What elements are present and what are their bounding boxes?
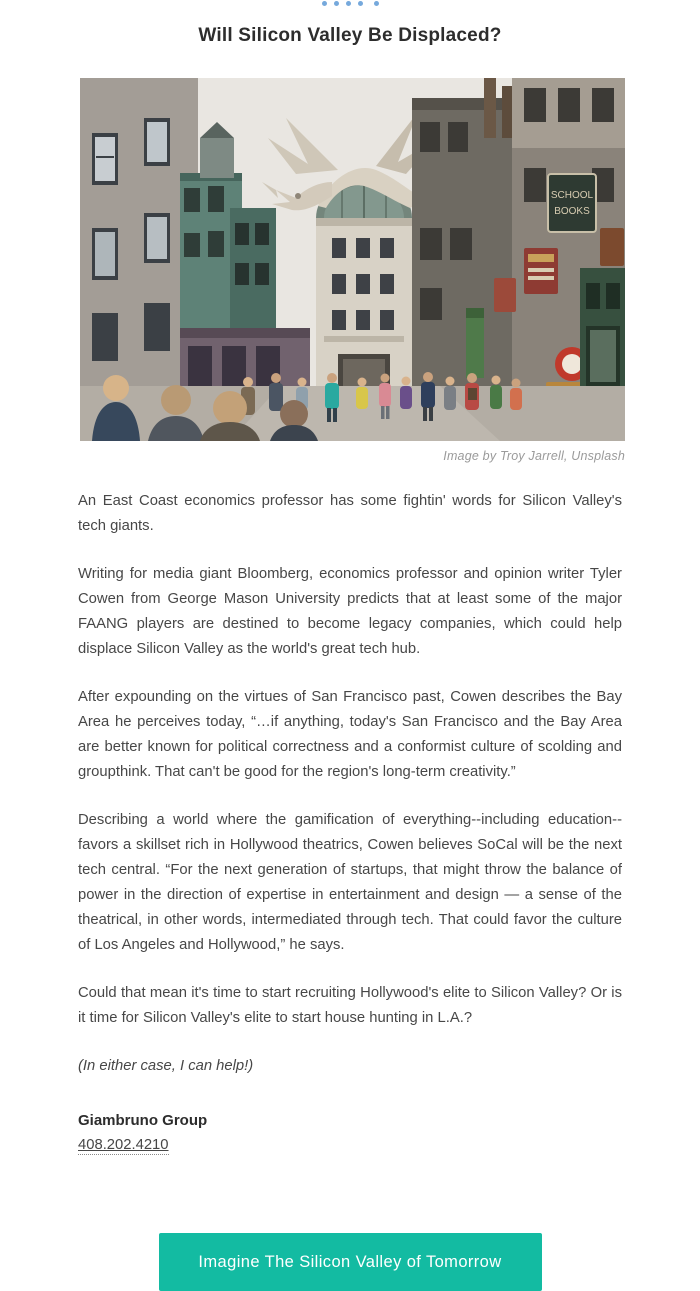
article-body — [78, 489, 622, 1079]
image-credit: Image by Troy Jarrell, Unsplash — [443, 449, 625, 463]
aside-note: (In either case, I can help!) — [78, 1058, 254, 1074]
paragraph: Describing a world where the gamification of everything--including education--favors a skillset rich in Hollywood theatrics, Cowen believes SoCal will be the next tech central. “For the next generation of startups, that might throw the balance of power in the direction of expertise in entertainment and design — a sense of the theatrical, in other words, intermediated through tech. That could favor the culture of Los Angeles and Hollywood,” he says. — [78, 812, 622, 953]
paragraph: Could that mean it's time to start recruiting Hollywood's elite to Silicon Valley? Or is it time for Silicon Valley's elite to start house hunting in L.A.? — [78, 985, 622, 1026]
paragraph: An East Coast economics professor has some fightin' words for Silicon Valley's tech giants. — [78, 493, 622, 534]
logo-dot — [346, 1, 351, 6]
signature-block — [78, 1109, 622, 1155]
hero-photo-illustration — [80, 78, 625, 441]
phone-link[interactable]: 408.202.4210 — [78, 1137, 169, 1153]
sign-text-school: SCHOOL — [550, 190, 594, 201]
logo-dot — [334, 1, 339, 6]
cta-button[interactable]: Imagine The Silicon Valley of Tomorrow — [159, 1233, 542, 1291]
logo-dot — [374, 1, 379, 6]
logo-dot — [322, 1, 327, 6]
cta-section — [0, 1233, 700, 1291]
paragraph: Writing for media giant Bloomberg, economics professor and opinion writer Tyler Cowen from George Mason University predicts that at least some of the major FAANG players are destined to become legacy companies, which could help displace Silicon Valley as the world's great tech hub. — [78, 566, 622, 657]
hero-photo — [80, 78, 625, 441]
page-title: Will Silicon Valley Be Displaced? — [198, 25, 502, 46]
sign-text-books: BOOKS — [554, 206, 590, 217]
logo-dot — [358, 1, 363, 6]
logo-dots-icon — [0, 0, 700, 8]
company-name: Giambruno Group — [78, 1112, 208, 1129]
paragraph: After expounding on the virtues of San Francisco past, Cowen describes the Bay Area he perceives today, “…if anything, today's San Francisco and the Bay Area are better known for political correctness and a conformist culture of scolding and groupthink. That can't be good for the region's long-term creativity.” — [78, 689, 622, 780]
